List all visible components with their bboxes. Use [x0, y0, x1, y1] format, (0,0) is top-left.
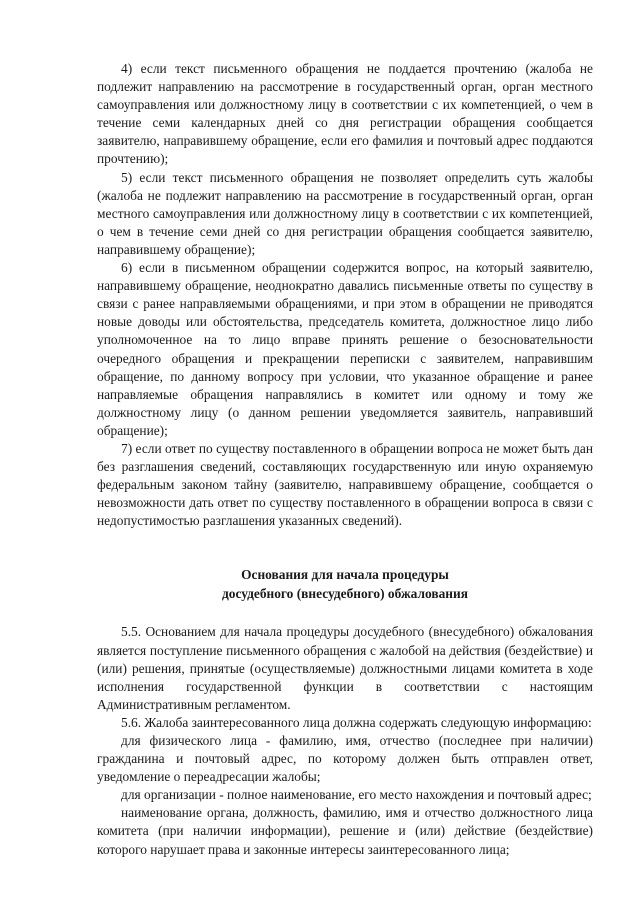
paragraph-item-5: 5) если текст письменного обращения не позволяет определить суть жалобы (жалоба не подлежит направлению на рассмотрение в государственный орган, орган местного самоуправления или должностному лицу в соответствии с их компетенцией, о чем в течение семи дней со дня регистрации обращения сообщается заявителю, направившему обращение); [97, 169, 593, 257]
heading-spacer [97, 603, 593, 623]
paragraph-item-7: 7) если ответ по существу поставленного в обращении вопроса не может быть дан без разглашения сведений, составляющих государственную или иную охраняемую федеральным законом тайну (заявителю, направившему обращение, сообщается о невозможности дать ответ по существу поставленного в обращении вопроса в связи с недопустимостью разглашения указанных сведений). [97, 440, 593, 529]
paragraph-5-5: 5.5. Основанием для начала процедуры досудебного (внесудебного) обжалования является поступление письменного обращения с жалобой на действия (бездействие) и (или) решения, принятые (осуществляемые) должностными лицами комитета в ходе исполнения государственной функции в соответствии с настоящим Административным регламентом. [97, 624, 593, 712]
paragraph-5-6: 5.6. Жалоба заинтересованного лица должна содержать следующую информацию: [121, 714, 592, 730]
section-heading-line-2: досудебного (внесудебного) обжалования [222, 585, 468, 601]
section-heading-line-1: Основания для начала процедуры [241, 567, 449, 583]
section-spacer [97, 530, 593, 566]
paragraph-item-6: 6) если в письменном обращении содержится вопрос, на который заявителю, направившему обращение, неоднократно давались письменные ответы по существу в связи с ранее направляемыми обращениями, и при этом в обращении не приводятся новые доводы или обстоятельства, председатель комитета, должностное лицо либо уполномоченное на то лицо вправе принять решение о безосновательности очередного обращения и прекращении переписки с заявителем, направившим обращение, по данному вопросу при условии, что указанное обращение и ранее направляемые обращения направлялись в комитет или одному и тому же должностному лицу (о данном решении уведомляется заявитель, направивший обращение); [97, 260, 593, 438]
document-body [97, 60, 593, 859]
paragraph-organization-requirements: для организации - полное наименование, его место нахождения и почтовый адрес; [121, 787, 592, 803]
paragraph-item-4: 4) если текст письменного обращения не поддается прочтению (жалоба не подлежит направлению на рассмотрение в государственный орган, орган местного самоуправления или должностному лицу в соответствии с их компетенцией, о чем в течение семи календарных дней со дня регистрации обращения сообщается заявителю, направившему обращение, если его фамилия и почтовый адрес поддаются прочтению); [97, 61, 593, 167]
paragraph-individual-requirements: для физического лица - фамилию, имя, отчество (последнее при наличии) гражданина и почтовый адрес, по которому должен быть отправлен ответ, уведомление о переадресации жалобы; [97, 733, 593, 785]
paragraph-official-requirements: наименование органа, должность, фамилию, имя и отчество должностного лица комитета (при наличии информации), решение и (или) действие (бездействие) которого нарушает права и законные интересы заинтересованного лица; [97, 805, 593, 857]
